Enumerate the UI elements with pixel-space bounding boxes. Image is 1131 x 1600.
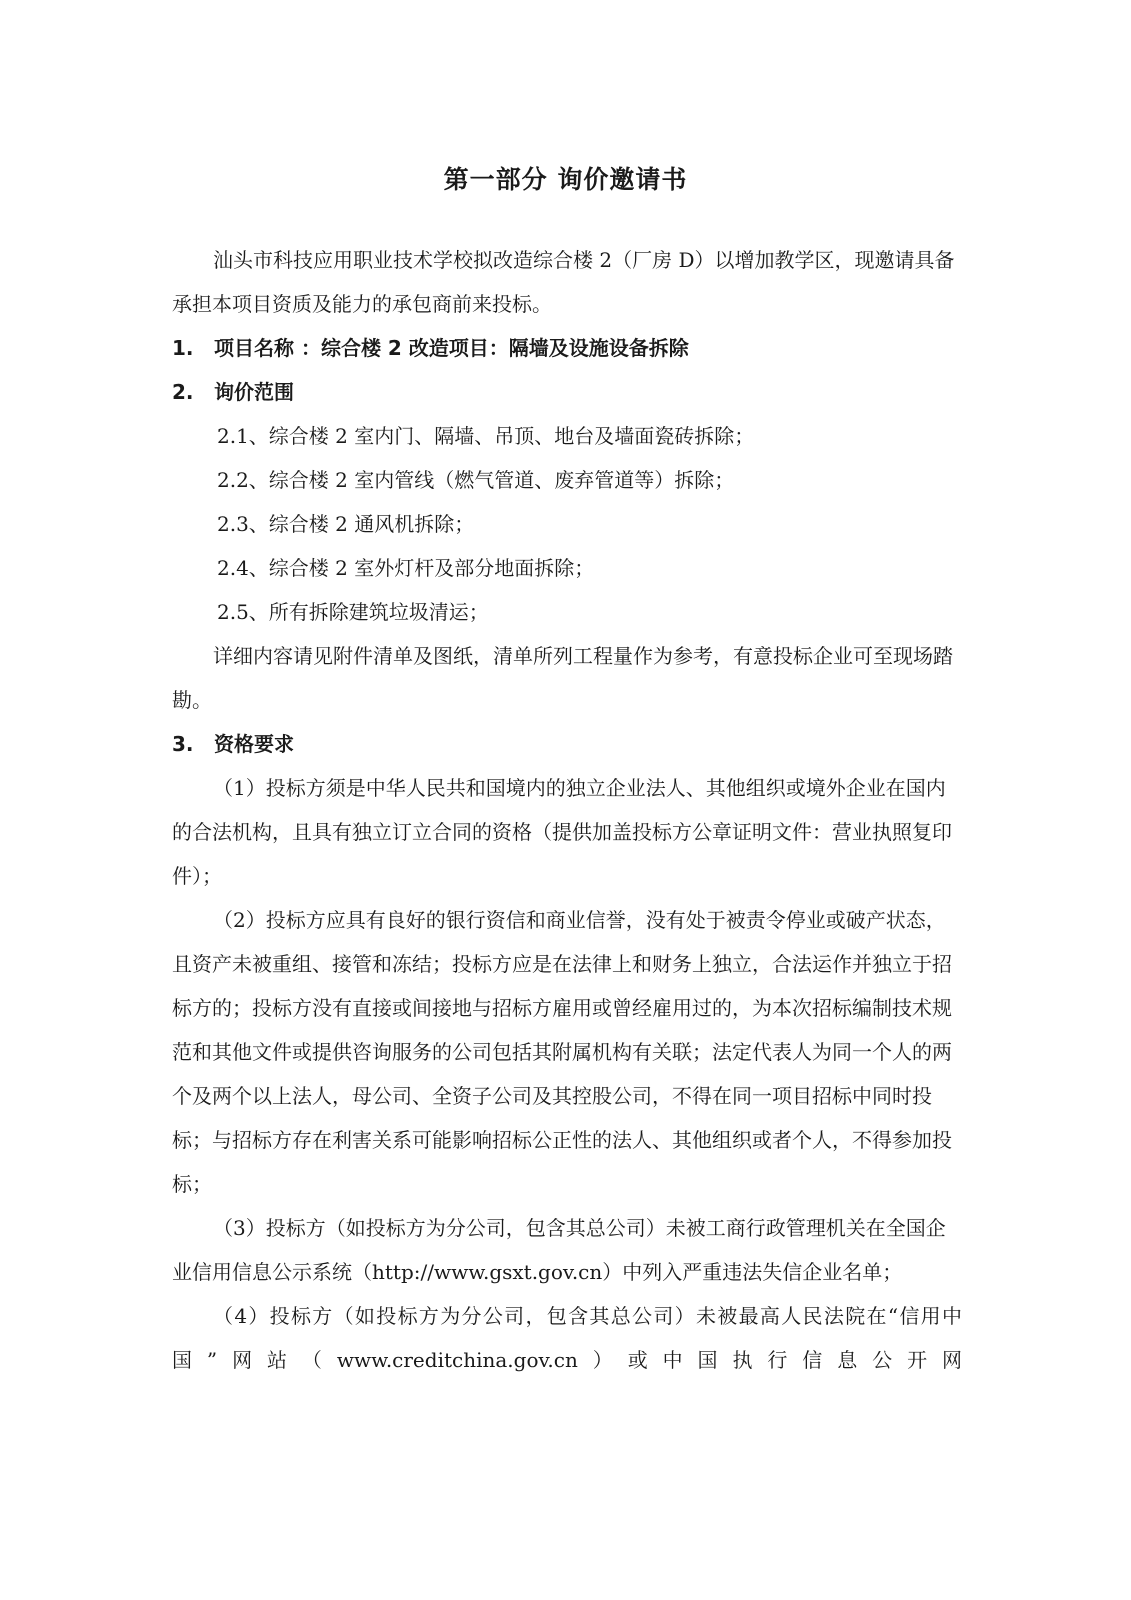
section-3-number: 3. [172,732,194,756]
requirement-2: （2）投标方应具有良好的银行资信和商业信誉，没有处于被责令停业或破产状态，且资产未被重组、接管和冻结；投标方应是在法律上和财务上独立，合法运作并独立于招标方的；投标方没有直接或间接地与招标方雇用或曾经雇用过的，为本次招标编制技术规范和其他文件或提供咨询服务的公司包括其附属机构有关联；法定代表人为同一个人的两个及两个以上法人，母公司、全资子公司及其控股公司，不得在同一项目招标中同时投标；与招标方存在利害关系可能影响招标公正性的法人、其他组织或者个人，不得参加投标； [172,908,952,1196]
requirement-1: （1）投标方须是中华人民共和国境内的独立企业法人、其他组织或境外企业在国内的合法机构，且具有独立订立合同的资格（提供加盖投标方公章证明文件：营业执照复印件）； [172,776,952,888]
intro-paragraph: 汕头市科技应用职业技术学校拟改造综合楼 2（厂房 D）以增加教学区，现邀请具备承担本项目资质及能力的承包商前来投标。 [172,248,955,316]
scope-item: 2.1、综合楼 2 室内门、隔墙、吊顶、地台及墙面瓷砖拆除； [217,424,755,448]
section-3-text: 资格要求 [214,732,294,756]
section-2-number: 2. [172,380,194,404]
scope-item: 2.2、综合楼 2 室内管线（燃气管道、废弃管道等）拆除； [217,468,735,492]
requirement-3: （3）投标方（如投标方为分公司，包含其总公司）未被工商行政管理机关在全国企业信用信息公示系统（http://www.gsxt.gov.cn）中列入严重违法失信企业名单； [172,1216,946,1284]
scope-note: 详细内容请见附件清单及图纸，清单所列工程量作为参考，有意投标企业可至现场踏勘。 [172,644,953,712]
section-1-number: 1. [172,336,194,360]
section-1-heading [172,326,962,370]
scope-item: 2.4、综合楼 2 室外灯杆及部分地面拆除； [217,556,595,580]
document-body [172,238,962,1382]
scope-item: 2.5、所有拆除建筑垃圾清运； [217,600,489,624]
requirement-4: （4）投标方（如投标方为分公司，包含其总公司）未被最高人民法院在“信用中国”网站（www.creditchina.gov.cn）或中国执行信息公开网 [172,1304,962,1372]
scope-item: 2.3、综合楼 2 通风机拆除； [217,512,475,536]
page-title: 第一部分 询价邀请书 [443,165,688,194]
section-2-text: 询价范围 [214,380,294,404]
section-1-text: 项目名称 ：综合楼 2 改造项目：隔墙及设施设备拆除 [214,336,689,360]
section-3-heading [172,722,962,766]
section-2-heading [172,370,962,414]
